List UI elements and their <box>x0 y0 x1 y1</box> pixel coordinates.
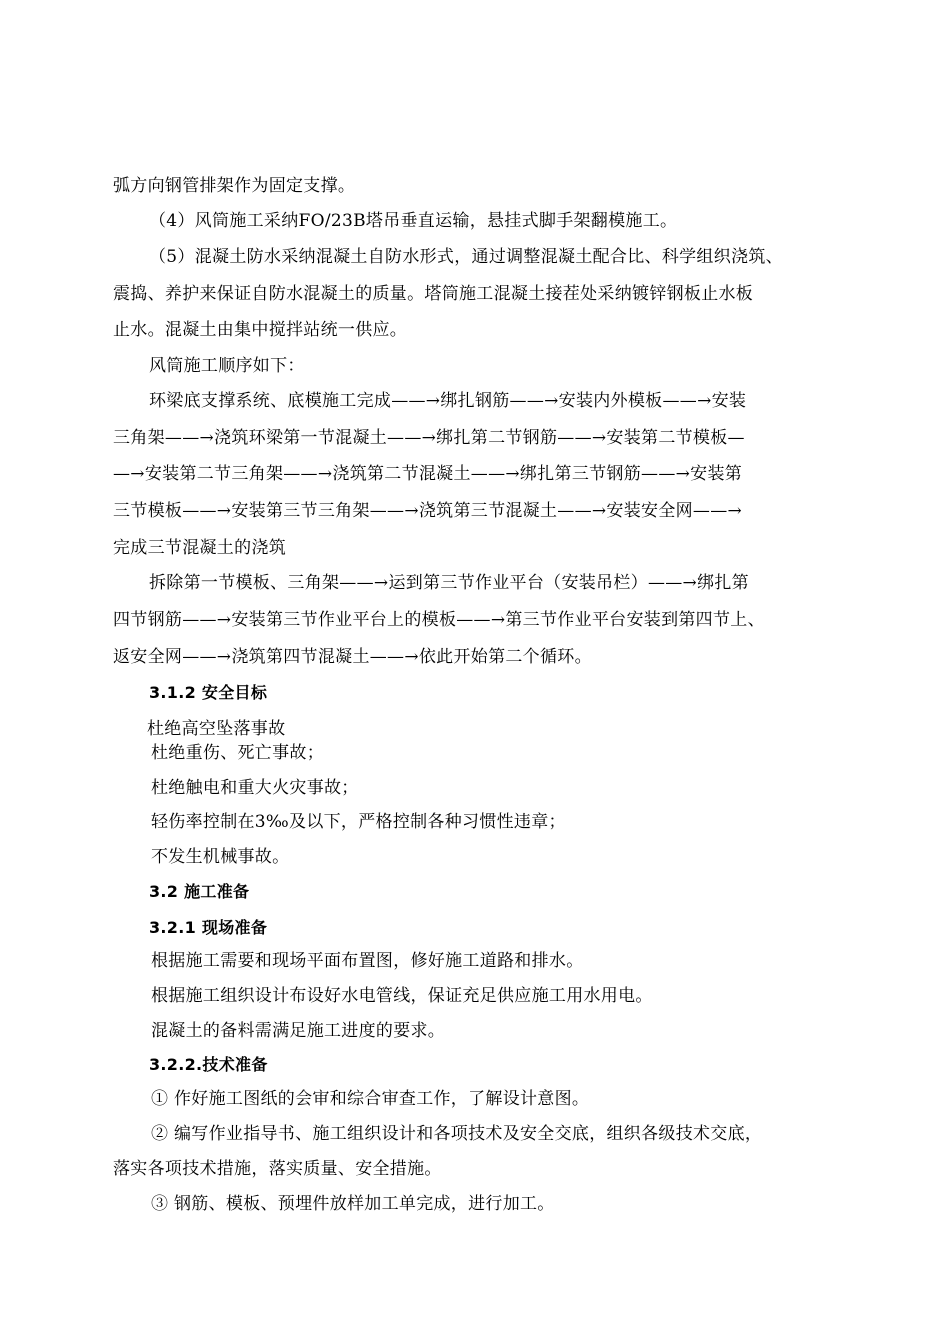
paragraph-line: 止水。混凝土由集中搅拌站统一供应。 <box>113 320 408 340</box>
paragraph-line: 四节钢筋——→安装第三节作业平台上的模板——→第三节作业平台安装到第四节上、 <box>113 610 765 630</box>
section-heading-tech: 3.2.2.技术准备 <box>149 1055 268 1074</box>
site-item: 混凝土的备料需满足施工进度的要求。 <box>151 1021 446 1041</box>
paragraph-line: 三节模板——→安装第三节三角架——→浇筑第三节混凝土——→安装安全网——→ <box>113 501 743 521</box>
paragraph-line: （4）风筒施工采纳FO/23B塔吊垂直运输，悬挂式脚手架翻模施工。 <box>149 211 678 231</box>
safety-item: 杜绝高空坠落事故 <box>147 719 286 739</box>
paragraph-line: 风筒施工顺序如下： <box>149 356 305 376</box>
paragraph-line: 震捣、养护来保证自防水混凝土的质量。塔筒施工混凝土接茬处采纳镀锌钢板止水板 <box>113 284 754 304</box>
safety-item: 不发生机械事故。 <box>151 847 290 867</box>
tech-item: ② 编写作业指导书、施工组织设计和各项技术及安全交底，组织各级技术交底， <box>151 1124 763 1144</box>
paragraph-line: 拆除第一节模板、三角架——→运到第三节作业平台（安装吊栏）——→绑扎第 <box>149 573 749 593</box>
paragraph-line: （5）混凝土防水采纳混凝土自防水形式，通过调整混凝土配合比、科学组织浇筑、 <box>149 247 783 267</box>
section-heading-safety: 3.1.2 安全目标 <box>149 683 268 702</box>
paragraph-line: —→安装第二节三角架——→浇筑第二节混凝土——→绑扎第三节钢筋——→安装第 <box>113 464 743 484</box>
tech-item: ① 作好施工图纸的会审和综合审查工作，了解设计意图。 <box>151 1089 590 1109</box>
paragraph-line: 环梁底支撑系统、底模施工完成——→绑扎钢筋——→安装内外模板——→安装 <box>149 391 747 411</box>
safety-item: 轻伤率控制在3‰及以下，严格控制各种习惯性违章； <box>151 812 566 832</box>
paragraph-line: 完成三节混凝土的浇筑 <box>113 538 286 558</box>
section-heading-prep: 3.2 施工准备 <box>149 882 250 901</box>
paragraph-line: 三角架——→浇筑环梁第一节混凝土——→绑扎第二节钢筋——→安装第二节模板— <box>113 428 745 448</box>
paragraph-line: 弧方向钢管排架作为固定支撑。 <box>113 176 356 196</box>
site-item: 根据施工组织设计布设好水电管线，保证充足供应施工用水用电。 <box>151 986 653 1006</box>
tech-item: 落实各项技术措施，落实质量、安全措施。 <box>113 1159 442 1179</box>
safety-item: 杜绝重伤、死亡事故； <box>151 743 324 763</box>
site-item: 根据施工需要和现场平面布置图，修好施工道路和排水。 <box>151 951 584 971</box>
tech-item: ③ 钢筋、模板、预埋件放样加工单完成，进行加工。 <box>151 1194 555 1214</box>
safety-item: 杜绝触电和重大火灾事故； <box>151 778 359 798</box>
paragraph-line: 返安全网——→浇筑第四节混凝土——→依此开始第二个循环。 <box>113 647 592 667</box>
section-heading-site: 3.2.1 现场准备 <box>149 918 268 937</box>
